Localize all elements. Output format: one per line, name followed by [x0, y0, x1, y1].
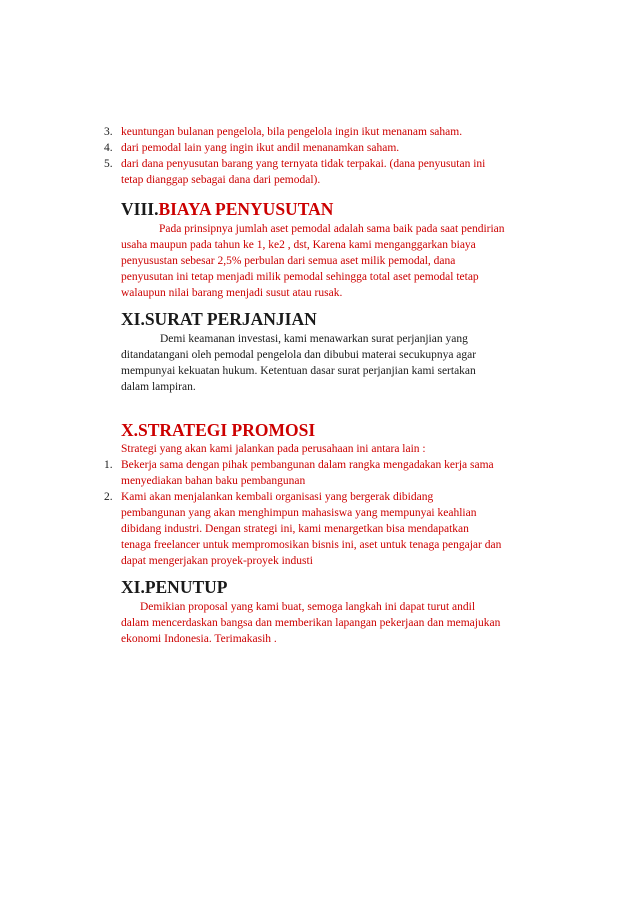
list-number: 3. — [104, 126, 113, 138]
list-item-text: pembangunan yang akan menghimpun mahasiswa yang mempunyai keahlian — [121, 507, 477, 519]
paragraph-line: Demi keamanan investasi, kami menawarkan surat perjanjian yang — [160, 333, 468, 345]
list-item-text: menyediakan bahan baku pembangunan — [121, 475, 306, 487]
paragraph-line: dalam lampiran. — [121, 381, 196, 393]
paragraph-line: Demikian proposal yang kami buat, semoga langkah ini dapat turut andil — [140, 601, 476, 613]
heading-title: BIAYA PENYUSUTAN — [158, 199, 334, 219]
paragraph-line: ekonomi Indonesia. Terimakasih . — [121, 633, 277, 645]
list-item-continuation: tetap dianggap sebagai dana dari pemodal). — [121, 174, 321, 186]
list-number: 1. — [104, 459, 113, 471]
section-heading-penutup: XI.PENUTUP — [121, 577, 228, 597]
list-item-text: dibidang industri. Dengan strategi ini, kami menargetkan bisa mendapatkan — [121, 523, 469, 535]
list-number: 5. — [104, 158, 113, 170]
list-number: 2. — [104, 491, 113, 503]
list-item-text: dari dana penyusutan barang yang ternyata tidak terpakai. (dana penyusutan ini — [121, 158, 486, 170]
list-item-text: tenaga freelancer untuk mempromosikan bisnis ini, aset untuk tenaga pengajar dan — [121, 539, 502, 551]
list-item-text: keuntungan bulanan pengelola, bila pengelola ingin ikut menanam saham. — [121, 126, 463, 138]
paragraph-intro: Strategi yang akan kami jalankan pada perusahaan ini antara lain : — [121, 443, 426, 455]
paragraph-line: ditandatangani oleh pemodal pengelola dan dibubui materai secukupnya agar — [121, 349, 477, 361]
list-item-text: dapat mengerjakan proyek-proyek industi — [121, 555, 313, 567]
section-heading-surat-perjanjian: XI.SURAT PERJANJIAN — [121, 309, 317, 329]
list-number: 4. — [104, 142, 113, 154]
section-heading-biaya-penyusutan — [121, 198, 333, 220]
paragraph-line: dalam mencerdaskan bangsa dan memberikan lapangan pekerjaan dan memajukan — [121, 617, 501, 629]
paragraph-line: mempunyai kekuatan hukum. Ketentuan dasar surat perjanjian kami sertakan — [121, 365, 476, 377]
heading-number: VIII. — [121, 199, 159, 219]
list-item-text: Kami akan menjalankan kembali organisasi yang bergerak dibidang — [121, 491, 434, 503]
section-heading-strategi-promosi: X.STRATEGI PROMOSI — [121, 420, 316, 440]
list-item-text: Bekerja sama dengan pihak pembangunan dalam rangka mengadakan kerja sama — [121, 459, 494, 471]
list-item-text: dari pemodal lain yang ingin ikut andil menanamkan saham. — [121, 142, 400, 154]
paragraph-line: walaupun nilai barang menjadi susut atau rusak. — [121, 287, 343, 299]
paragraph-line: penyusutan ini tetap menjadi milik pemodal sehingga total aset pemodal tetap — [121, 271, 479, 283]
paragraph-line: penyusustan sebesar 2,5% perbulan dari semua aset milik pemodal, dana — [121, 255, 456, 267]
paragraph-line: Pada prinsipnya jumlah aset pemodal adalah sama baik pada saat pendirian — [159, 223, 505, 235]
paragraph-line: usaha maupun pada tahun ke 1, ke2 , dst, Karena kami menganggarkan biaya — [121, 239, 476, 251]
